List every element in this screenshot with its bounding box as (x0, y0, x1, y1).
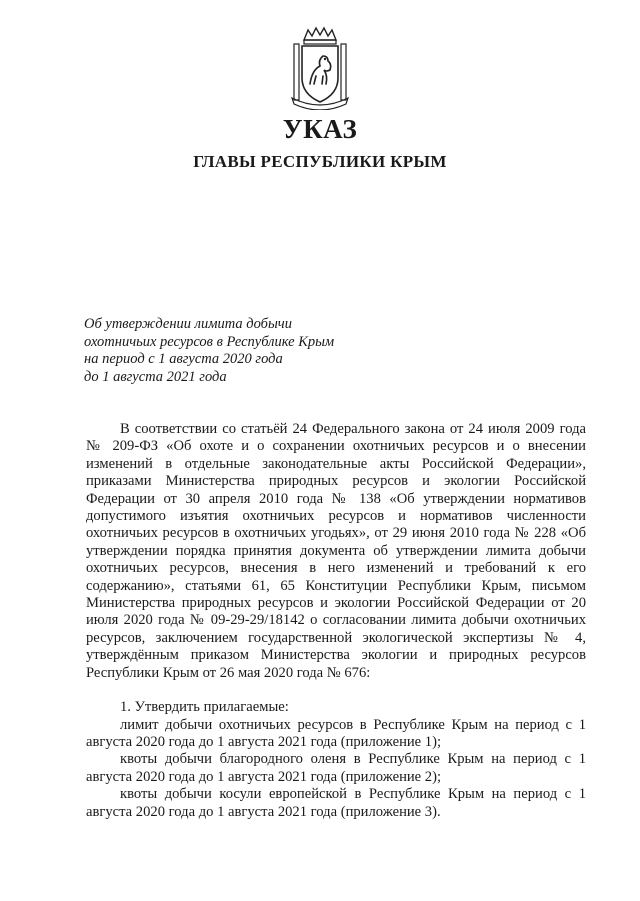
item-1-sub-1: лимит добычи охотничьих ресурсов в Республике Крым на период с 1 августа 2020 года до 1 августа 2021 года (приложение 1); (86, 716, 586, 750)
caption-line: на период с 1 августа 2020 года (84, 351, 283, 367)
caption-line: охотничьих ресурсов в Республике Крым (84, 333, 335, 350)
crimea-coat-of-arms-icon (290, 26, 350, 110)
caption-line: Об утверждении лимита добычи (84, 316, 292, 332)
item-1-sub-2: квоты добычи благородного оленя в Республике Крым на период с 1 августа 2020 года до 1 августа 2021 года (приложение 2); (86, 751, 586, 785)
item-1-sub-3: квоты добычи косули европейской в Республике Крым на период с 1 августа 2020 года до 1 августа 2021 года (приложение 3). (86, 786, 586, 820)
decree-caption (84, 316, 404, 386)
decree-subtitle: ГЛАВЫ РЕСПУБЛИКИ КРЫМ (193, 152, 447, 171)
decree-title: УКАЗ (282, 114, 358, 144)
item-1-heading: 1. Утвердить прилагаемые: (120, 699, 289, 716)
decree-body (86, 421, 586, 821)
preamble-paragraph: В соответствии со статьёй 24 Федерального закона от 24 июля 2009 года № 209-ФЗ «Об охоте и о сохранении охотничьих ресурсов и о внесении изменений в отдельные законодательные акты Российской Федерации», приказами Министерства природных ресурсов и экологии Российской Федерации от 30 апреля 2010 года № 138 «Об утверждении нормативов допустимого изъятия охотничьих ресурсов и нормативов численности охотничьих ресурсов в охотничьих угодьях», от 29 июня 2010 года № 228 «Об утверждении порядка принятия документа об утверждении лимита добычи охотничьих ресурсов, внесения в него изменений и требований к его содержанию», статьями 61, 65 Конституции Республики Крым, письмом Министерства природных ресурсов и экологии Российской Федерации от 20 июля 2020 года № 09-29-29/18142 о согласовании лимита добычи охотничьих ресурсов, заключением государственной экологической экспертизы № 4, утверждённым приказом Министерства экологии и природных ресурсов Республики Крым от 26 мая 2020 года № 676: (86, 421, 586, 681)
caption-line: до 1 августа 2021 года (84, 368, 227, 385)
